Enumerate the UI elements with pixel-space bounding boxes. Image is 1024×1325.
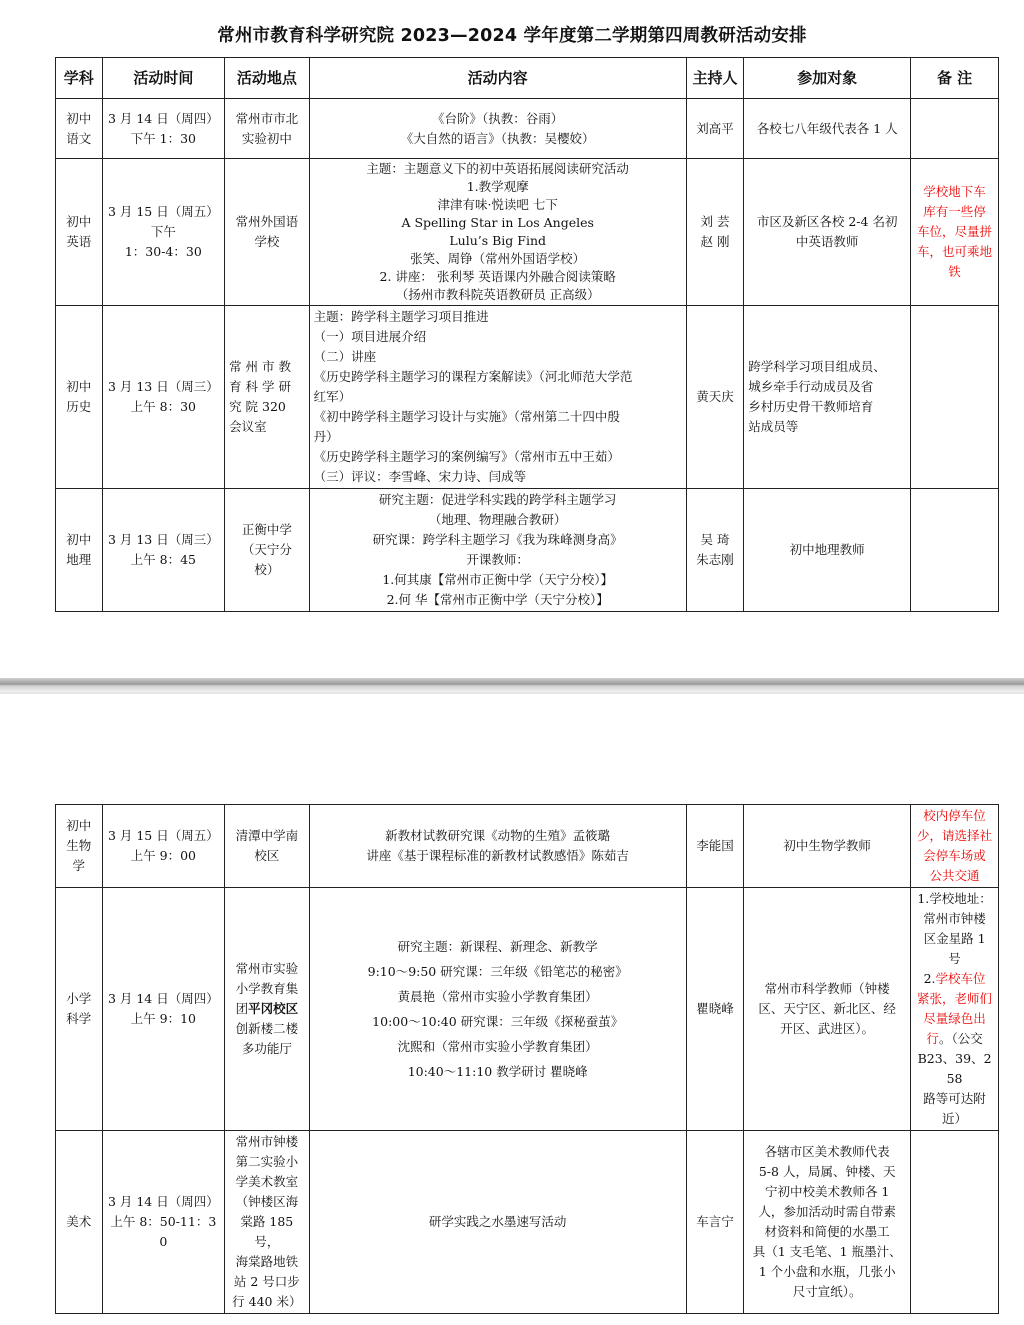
cell-line: 初中地理教师 <box>789 542 865 557</box>
cell-line: 少，请选择社 <box>917 828 993 843</box>
cell-line: 海棠路地铁 <box>235 1254 299 1269</box>
header-time: 活动时间 <box>102 58 224 99</box>
cell-host <box>686 1131 743 1314</box>
cell-line: 常州市科学教师（钟楼 <box>764 981 890 996</box>
cell-line: 3 月 14 日（周四） <box>107 991 219 1006</box>
cell-line: （钟楼区海 <box>235 1194 299 1209</box>
cell-line: 材资料和简便的水墨工 <box>764 1224 890 1239</box>
cell-place <box>225 489 310 612</box>
cell-line: 各辖市区美术教师代表 <box>764 1144 890 1159</box>
header-place: 活动地点 <box>225 58 310 99</box>
cell-line: 开区、武进区）。 <box>780 1021 875 1036</box>
cell-line: 常州外国语 <box>235 214 299 229</box>
cell-target <box>744 99 911 159</box>
cell-subject <box>56 1131 103 1314</box>
cell-line: 《历史跨学科主题学习的案例编写》（常州市五中王茹） <box>313 449 620 464</box>
cell-line: （天宁分 <box>241 542 292 557</box>
header-host: 主持人 <box>686 58 743 99</box>
cell-note <box>911 99 999 159</box>
cell-line: 校） <box>254 562 280 577</box>
cell-time <box>102 1131 224 1314</box>
cell-place <box>225 159 310 306</box>
cell-line: 1.教学观摩 <box>466 179 529 194</box>
cell-line: 张笑、周铮（常州外国语学校） <box>410 251 586 266</box>
cell-content <box>309 489 686 612</box>
cell-line: （地理、物理融合教研） <box>428 512 567 527</box>
cell-line: 沈熙和（常州市实验小学教育集团） <box>397 1039 598 1054</box>
cell-line: 紧张，老师们 <box>917 991 993 1006</box>
cell-line: 清潭中学南 <box>235 828 299 843</box>
cell-line: 小学教育集 <box>235 981 299 996</box>
cell-line: 正衡中学 <box>241 522 292 537</box>
cell-content <box>309 805 686 888</box>
table-row <box>56 1131 999 1314</box>
cell-place <box>225 805 310 888</box>
cell-target <box>744 805 911 888</box>
cell-line <box>915 969 994 989</box>
cell-time <box>102 306 224 489</box>
cell-content <box>309 159 686 306</box>
cell-place <box>225 888 310 1131</box>
cell-line: 区金星路 1 <box>923 931 986 946</box>
schedule-table-part1 <box>55 57 999 612</box>
cell-line: 城乡牵手行动成员及省 <box>748 379 874 394</box>
cell-host <box>686 805 743 888</box>
cell-host <box>686 489 743 612</box>
cell-content <box>309 888 686 1131</box>
cell-line: （扬州市教科院英语教研员 正高级） <box>395 287 600 302</box>
cell-line: 1.学校地址： <box>917 891 992 906</box>
cell-line: 开课教师： <box>466 552 529 567</box>
cell-line: 区、天宁区、新北区、经 <box>758 1001 896 1016</box>
cell-line: 黄晨艳（常州市实验小学教育集团） <box>397 989 598 1004</box>
cell-line: 3 月 14 日（周四） <box>107 1194 219 1209</box>
schedule-table-part2 <box>55 804 999 1314</box>
cell-line: 多功能厅 <box>241 1041 292 1056</box>
cell-line: 1：30-4：30 <box>124 244 202 259</box>
cell-time <box>102 489 224 612</box>
cell-line: 1.何其康【常州市正衡中学（天宁分校）】 <box>382 572 614 587</box>
cell-line: 3 月 15 日（周五） <box>107 828 219 843</box>
cell-note <box>911 1131 999 1314</box>
cell-line: 各校七八年级代表各 1 人 <box>756 120 898 136</box>
cell-line: 学校 <box>254 234 280 249</box>
cell-line: 库有一些停 <box>923 204 986 219</box>
cell-host <box>686 306 743 489</box>
cell-line: 行 440 米） <box>232 1294 302 1309</box>
place-campus: 平冈校区 <box>248 1001 299 1016</box>
cell-line: 车位，尽量拼 <box>917 224 993 239</box>
cell-line: 地理 <box>66 552 92 567</box>
cell-line: 人，参加活动时需自带素 <box>758 1204 896 1219</box>
cell-line: 新教材试教研究课《动物的生殖》孟筱璐 <box>385 828 611 843</box>
cell-line: 铁 <box>948 264 961 279</box>
cell-line: （一）项目进展介绍 <box>313 329 427 344</box>
cell-line: 下午 1：30 <box>130 130 196 146</box>
cell-place <box>225 306 310 489</box>
cell-subject <box>56 489 103 612</box>
cell-line: 美术 <box>66 1214 92 1229</box>
cell-line: B23、39、258 <box>917 1051 992 1086</box>
cell-time <box>102 888 224 1131</box>
cell-note <box>911 888 999 1131</box>
cell-line: 常州市钟楼 <box>923 911 986 926</box>
cell-line: 刘 芸 <box>700 214 730 229</box>
table-row <box>56 159 999 306</box>
cell-line: 10:00～10:40 研究课：三年级《探秘蚕茧》 <box>372 1014 624 1029</box>
cell-line: 研学实践之水墨速写活动 <box>428 1214 567 1229</box>
cell-place <box>225 99 310 159</box>
cell-line: 研究课：跨学科主题学习《我为珠峰测身高》 <box>372 532 623 547</box>
cell-line: 吴 琦 <box>700 532 730 547</box>
header-note: 备 注 <box>911 58 999 99</box>
cell-note <box>911 159 999 306</box>
table-row <box>56 99 999 159</box>
cell-line: 学校地下车 <box>923 184 986 199</box>
cell-time <box>102 805 224 888</box>
cell-note <box>911 805 999 888</box>
cell-line: 初中 <box>66 379 92 394</box>
page-title: 常州市教育科学研究院 2023—2024 学年度第二学期第四周教研活动安排 <box>217 26 807 46</box>
header-target: 参加对象 <box>744 58 911 99</box>
cell-line: 主题：跨学科主题学习项目推进 <box>313 309 489 324</box>
cell-line: 常州市钟楼 <box>235 1134 299 1149</box>
cell-line: 3 月 15 日（周五） <box>107 204 219 219</box>
cell-line: 历史 <box>66 399 92 414</box>
cell-line <box>915 1029 994 1049</box>
cell-content <box>309 99 686 159</box>
cell-line: 创新楼二楼 <box>235 1021 299 1036</box>
cell-line: 初中生物学教师 <box>783 838 871 853</box>
cell-line: 车言宁 <box>696 1214 734 1229</box>
cell-line: Lulu’s Big Find <box>449 233 547 248</box>
note-warning: 行 <box>926 1031 939 1046</box>
cell-subject <box>56 805 103 888</box>
cell-line: 校区 <box>254 848 280 863</box>
place-text: 团 <box>235 1001 249 1016</box>
cell-line: 3 月 13 日（周三） <box>107 532 219 547</box>
cell-line: 刘高平 <box>696 120 734 136</box>
cell-line: 初中 <box>66 818 92 833</box>
cell-line: 尽量绿色出 <box>923 1011 986 1026</box>
cell-line: 站 2 号口步 <box>233 1274 300 1289</box>
cell-line: 《台阶》（执教：谷雨） <box>432 110 564 126</box>
cell-line: 瞿晓峰 <box>696 1001 734 1016</box>
cell-time <box>102 99 224 159</box>
cell-content <box>309 306 686 489</box>
cell-place <box>225 1131 310 1314</box>
cell-line: 2. 讲座： 张利琴 英语课内外融合阅读策略 <box>379 269 616 284</box>
cell-line: 车，也可乘地 <box>917 244 993 259</box>
cell-subject <box>56 99 103 159</box>
cell-line: 上午 9：10 <box>130 1011 196 1026</box>
cell-line: 语文 <box>66 130 92 146</box>
cell-line: 《初中跨学科主题学习设计与实施》（常州第二十四中殷 <box>313 409 620 424</box>
cell-line: 常州市市北 <box>235 110 299 126</box>
cell-line: 1 个小盘和水瓶，几张小 <box>758 1264 896 1279</box>
cell-line <box>229 999 305 1019</box>
cell-line: 5-8 人，局属、钟楼、天 <box>758 1164 896 1179</box>
cell-line: 研究主题：促进学科实践的跨学科主题学习 <box>378 492 617 507</box>
cell-line: 校内停车位 <box>923 808 986 823</box>
cell-line: 市区及新区各校 2-4 名初 <box>756 214 898 229</box>
cell-line: 主题：主题意义下的初中英语拓展阅读研究活动 <box>366 161 629 176</box>
cell-subject <box>56 888 103 1131</box>
cell-line: 英语 <box>66 234 92 249</box>
cell-target <box>744 1131 911 1314</box>
cell-line: 号 <box>948 951 961 966</box>
cell-target <box>744 159 911 306</box>
cell-line: 朱志刚 <box>696 552 734 567</box>
header-subject: 学科 <box>56 58 103 99</box>
cell-line: 生物 <box>66 838 92 853</box>
table-row <box>56 306 999 489</box>
cell-line: （三）评议：李雪峰、宋力诗、闫成等 <box>313 469 527 484</box>
cell-target <box>744 888 911 1131</box>
cell-line: （二）讲座 <box>313 349 377 364</box>
cell-line: 上午 8：50-11：30 <box>110 1214 217 1249</box>
cell-line: 3 月 13 日（周三） <box>107 379 219 394</box>
cell-line: 上午 9：00 <box>130 848 196 863</box>
cell-line: 尺寸宣纸）。 <box>792 1284 862 1299</box>
cell-target <box>744 489 911 612</box>
cell-line: 第二实验小 <box>235 1154 299 1169</box>
cell-line: 津津有味·悦读吧 七下 <box>437 197 558 212</box>
cell-line: 研究主题：新课程、新理念、新教学 <box>397 939 598 954</box>
cell-line: 站成员等 <box>748 419 799 434</box>
cell-line: 黄天庆 <box>696 389 734 404</box>
cell-line: 究 院 320 <box>229 399 286 414</box>
page-separator <box>0 678 1024 692</box>
cell-content <box>309 1131 686 1314</box>
cell-line: 上午 8：30 <box>130 399 196 414</box>
cell-target <box>744 306 911 489</box>
table-header-row <box>56 58 999 99</box>
cell-line: 学美术教室 <box>235 1174 299 1189</box>
cell-line: 赵 刚 <box>700 234 730 249</box>
cell-line: 初中 <box>66 532 92 547</box>
cell-line: 中英语教师 <box>795 234 859 249</box>
cell-line: 实验初中 <box>241 130 292 146</box>
cell-line: 10:40～11:10 教学研讨 瞿晓峰 <box>407 1064 588 1079</box>
cell-line: 路等可达附 <box>923 1091 986 1106</box>
table-row <box>56 888 999 1131</box>
cell-line: 《历史跨学科主题学习的课程方案解读》（河北师范大学范 <box>313 369 633 384</box>
cell-line: 上午 8：45 <box>130 552 196 567</box>
cell-line: 初中 <box>66 110 92 126</box>
note-text: 2. <box>923 971 936 986</box>
cell-subject <box>56 159 103 306</box>
cell-line: 常 州 市 教 <box>229 359 291 374</box>
cell-line: 育 科 学 研 <box>229 379 291 394</box>
cell-line: 学 <box>72 858 86 873</box>
cell-line: 公共交通 <box>929 868 980 883</box>
table-row <box>56 805 999 888</box>
cell-host <box>686 888 743 1131</box>
cell-host <box>686 99 743 159</box>
cell-line: 常州市实验 <box>235 961 299 976</box>
cell-line: 下午 <box>150 224 176 239</box>
cell-line: 丹） <box>313 429 339 444</box>
cell-time <box>102 159 224 306</box>
note-warning: 学校车位 <box>935 971 986 986</box>
cell-line: 跨学科学习项目组成员、 <box>748 359 886 374</box>
cell-line: 具（1 支毛笔、1 瓶墨汁、 <box>752 1244 902 1259</box>
table-row <box>56 489 999 612</box>
cell-subject <box>56 306 103 489</box>
cell-note <box>911 306 999 489</box>
cell-note <box>911 489 999 612</box>
cell-line: 3 月 14 日（周四） <box>107 110 219 126</box>
cell-line: 红军） <box>313 389 352 404</box>
cell-line: 李能国 <box>696 838 734 853</box>
cell-line: 宁初中校美术教师各 1 <box>764 1184 890 1199</box>
cell-line: 小学 <box>66 991 92 1006</box>
cell-line: 近） <box>942 1111 968 1126</box>
cell-line: 《大自然的语言》（执教：吴樱姣） <box>400 130 595 146</box>
cell-line: A Spelling Star in Los Angeles <box>401 215 594 230</box>
cell-line: 初中 <box>66 214 92 229</box>
cell-line: 2.何 华【常州市正衡中学（天宁分校）】 <box>386 592 609 607</box>
cell-line: 会停车场或 <box>923 848 986 863</box>
page-separator-shadow <box>0 692 1024 694</box>
note-text: 。（公交 <box>938 1031 983 1046</box>
cell-line: 讲座《基于课程标准的新教材试教感悟》陈茹吉 <box>366 848 629 863</box>
cell-line: 棠路 185 号， <box>240 1214 294 1249</box>
header-content: 活动内容 <box>309 58 686 99</box>
cell-line: 乡村历史骨干教师培育 <box>748 399 874 414</box>
cell-line: 会议室 <box>229 419 267 434</box>
cell-line: 9:10～9:50 研究课：三年级《铅笔芯的秘密》 <box>367 964 628 979</box>
cell-host <box>686 159 743 306</box>
cell-line: 科学 <box>66 1011 92 1026</box>
